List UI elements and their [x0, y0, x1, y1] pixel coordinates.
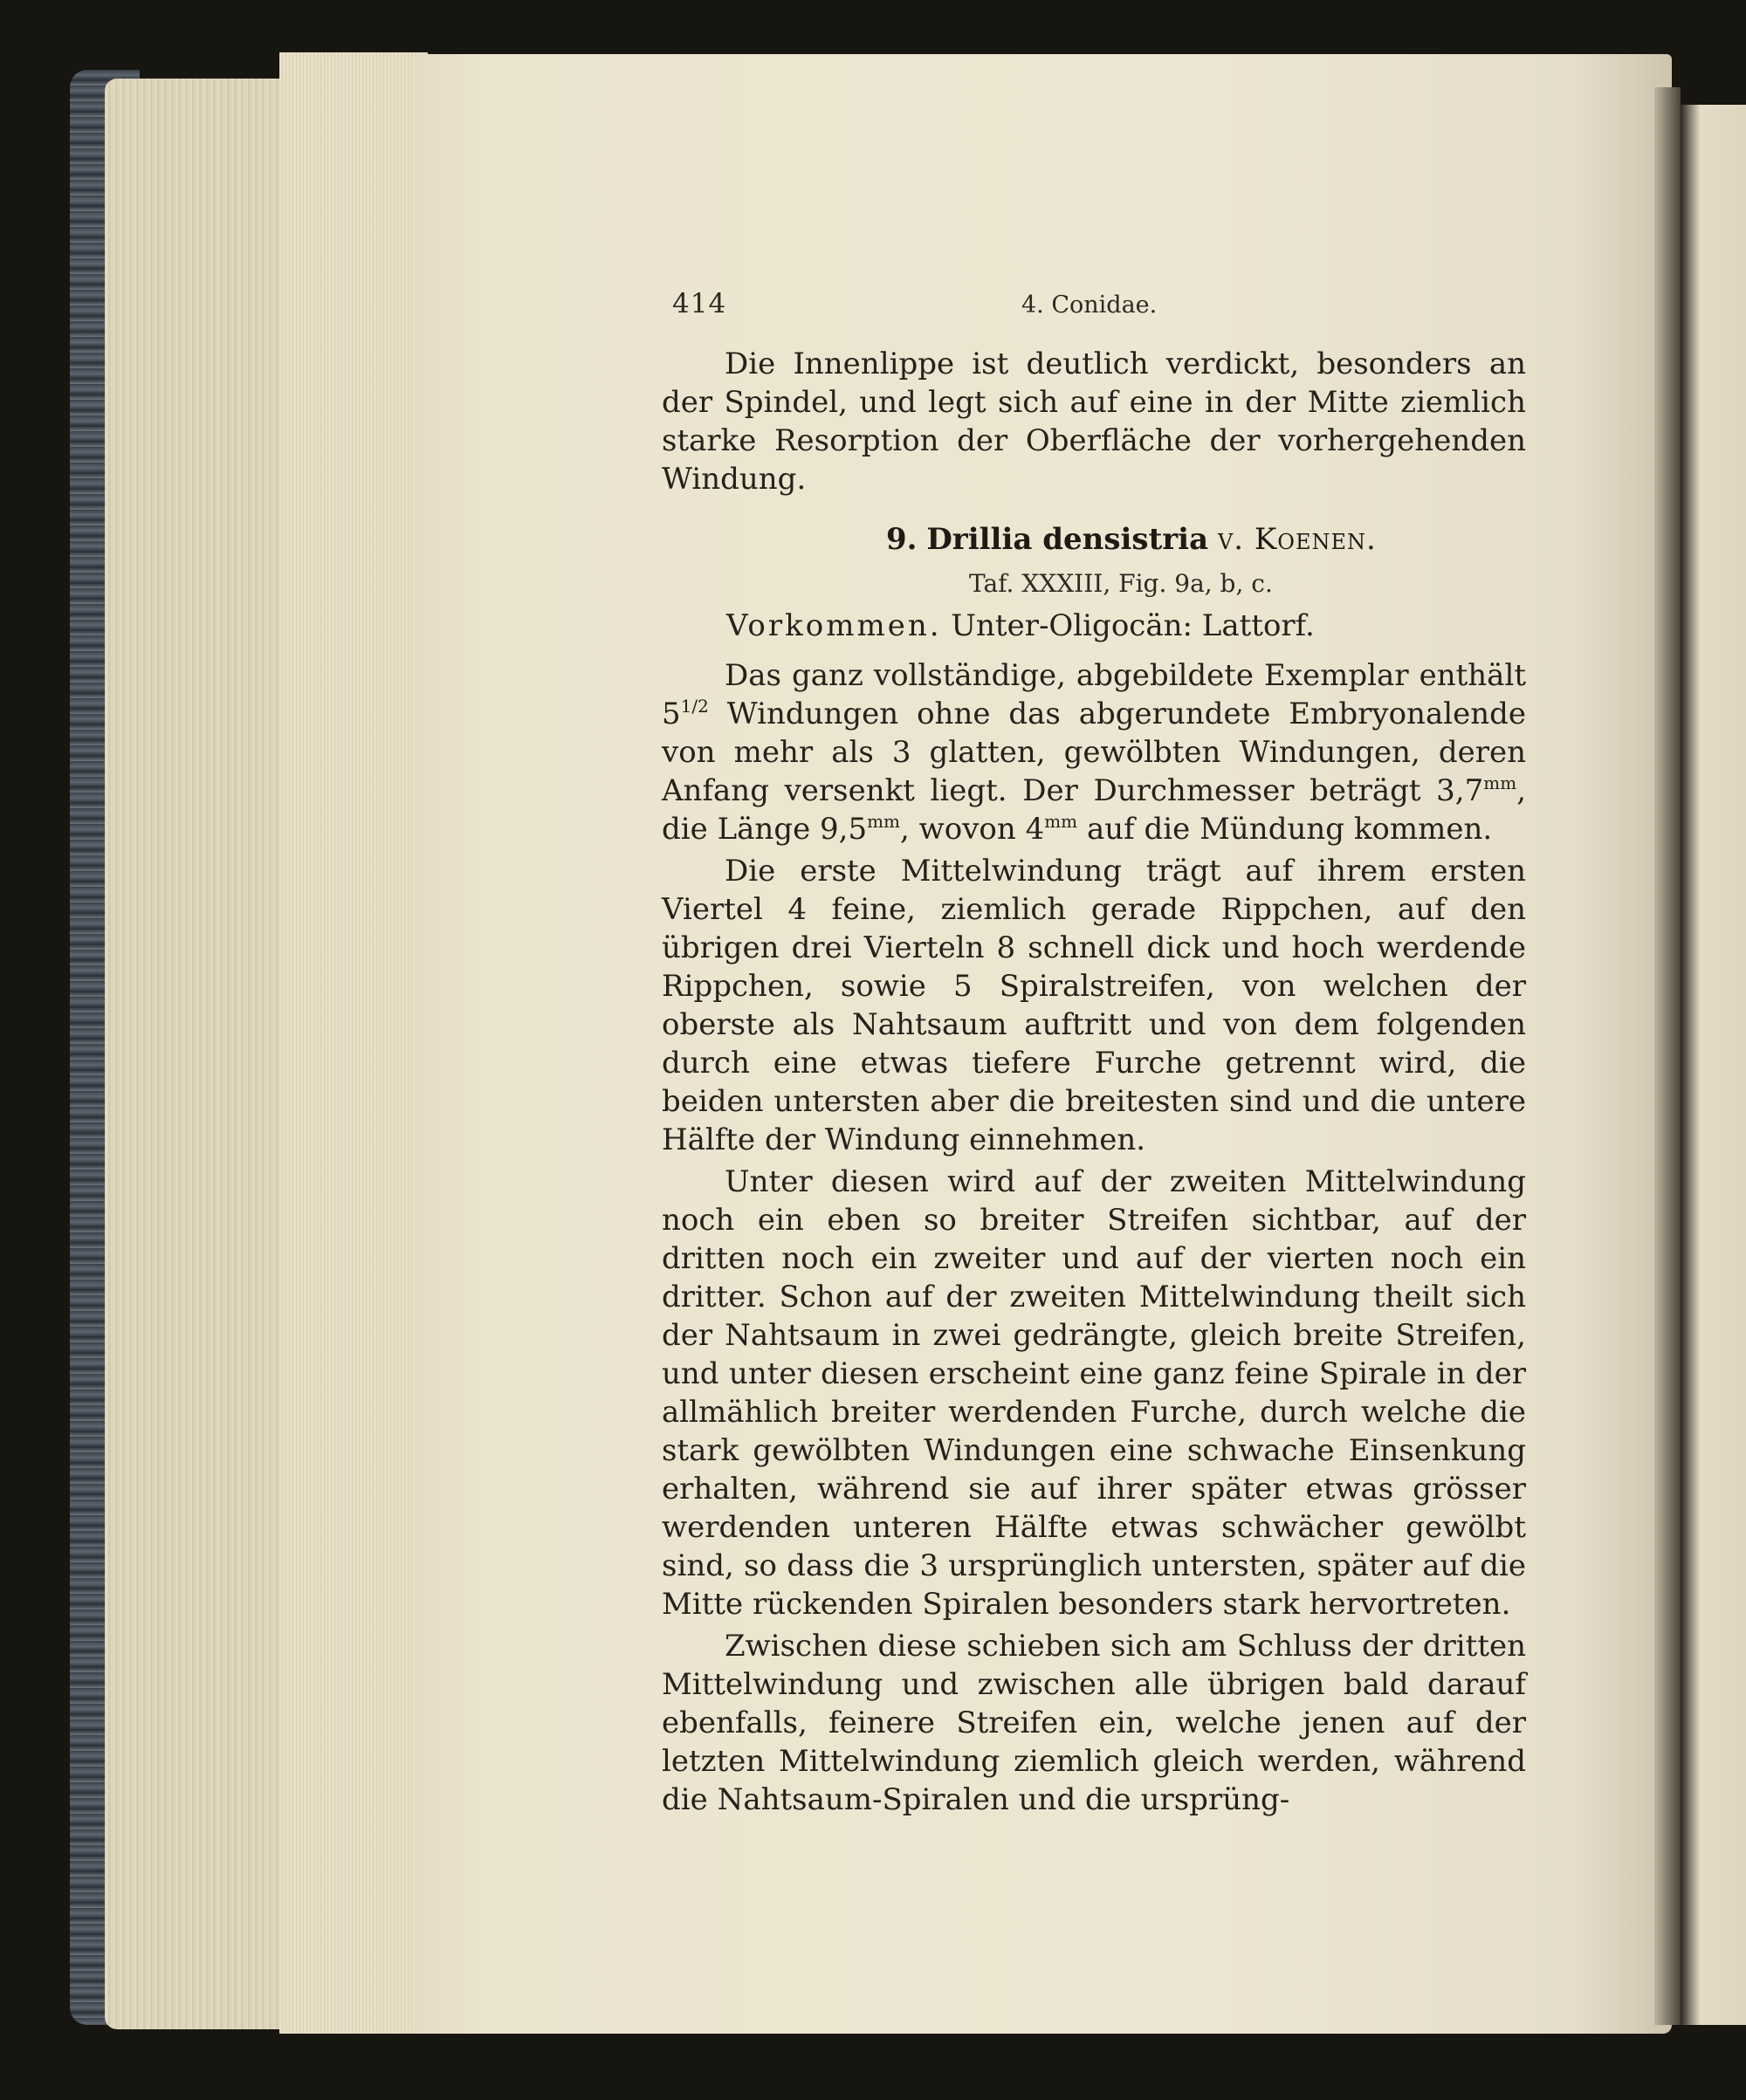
paragraph-3: Unter diesen wird auf der zweiten Mittelwindung noch ein eben so breiter Streifen sichtbar, auf der dritten noch ein zweiter und auf der vierten noch ein dritter. Schon auf der zweiten Mittelwindung theilt sich der Nahtsaum in zwei gedrängte, gleich breite Streifen, und unter diesen erscheint eine ganz feine Spirale in der allmählich breiter werdenden Furche, durch welche die stark gewölbten Windungen eine schwache Einsenkung erhalten, während sie auf ihrer später etwas grösser werdenden unteren Hälfte etwas schwächer gewölbt sind, so dass die 3 ursprünglich untersten, später auf die Mitte rückenden Spiralen besonders stark hervortreten. [662, 1164, 1526, 1622]
paragraph-1 [662, 656, 1526, 848]
plate-reference: Taf. XXXIII, Fig. 9a, b, c. [969, 569, 1273, 598]
intro-paragraph-block [662, 345, 1526, 502]
page-number: 414 [672, 288, 727, 319]
paragraph-2: Die erste Mittelwindung trägt auf ihrem ersten Viertel 4 feine, ziemlich gerade Rippchen, auf den übrigen drei Vierteln 8 schnell dick und hoch werdende Rippchen, sowie 5 Spiralstreifen, von welchen der oberste als Nahtsaum auftritt und von dem folgenden durch eine etwas tiefere Furche getrennt wird, die beiden untersten aber die breitesten sind und die untere Hälfte der Windung einnehmen. [662, 854, 1526, 1157]
occurrence-line [726, 608, 1315, 643]
running-head [672, 288, 1528, 323]
unit-mm: mm [1483, 772, 1517, 793]
species-author: v. Koenen. [1217, 522, 1377, 557]
unit-mm: mm [867, 811, 901, 832]
intro-paragraph: Die Innenlippe ist deutlich verdickt, besonders an der Spindel, und legt sich auf eine in der Mitte ziemlich starke Resorption der Oberfläche der vorhergehenden Windung. [662, 347, 1526, 497]
body-text [662, 656, 1526, 1822]
occurrence-label: Vorkommen. [726, 608, 942, 643]
fraction [681, 697, 709, 731]
unit-mm: mm [1044, 811, 1078, 832]
fraction-value: 1/2 [680, 696, 709, 717]
page-gutter [1654, 87, 1681, 2025]
species-heading [886, 522, 1377, 557]
paragraph-4: Zwischen diese schieben sich am Schluss der dritten Mittelwindung und zwischen alle übrigen bald darauf ebenfalls, feinere Streifen ein, welche jenen auf der letzten Mittelwindung ziemlich gleich werden, während die Nahtsaum-Spiralen und die ursprüng- [662, 1629, 1526, 1817]
p1-text-c: , die Länge 9,5 [662, 773, 1526, 847]
page-block-edges-inner [279, 52, 428, 2034]
p1-text-e: auf die Mündung kommen. [1077, 812, 1493, 847]
section-title: 4. Conidae. [1021, 292, 1158, 319]
species-name: Drillia densistria [926, 522, 1209, 557]
facing-page-edge [1681, 105, 1746, 2025]
occurrence-value: Unter-Oligocän: Lattorf. [951, 608, 1315, 643]
p1-text-d: , wovon 4 [900, 812, 1045, 847]
p1-text-a: Das ganz vollständige, abgebildete Exemplar enthält 5 [662, 658, 1526, 731]
species-number: 9. [886, 522, 918, 557]
p1-text-b: Windungen ohne das abgerundete Embryonalende von mehr als 3 glatten, gewölbten Windungen, deren Anfang versenkt liegt. Der Durchmesser beträgt 3,7 [662, 697, 1526, 808]
